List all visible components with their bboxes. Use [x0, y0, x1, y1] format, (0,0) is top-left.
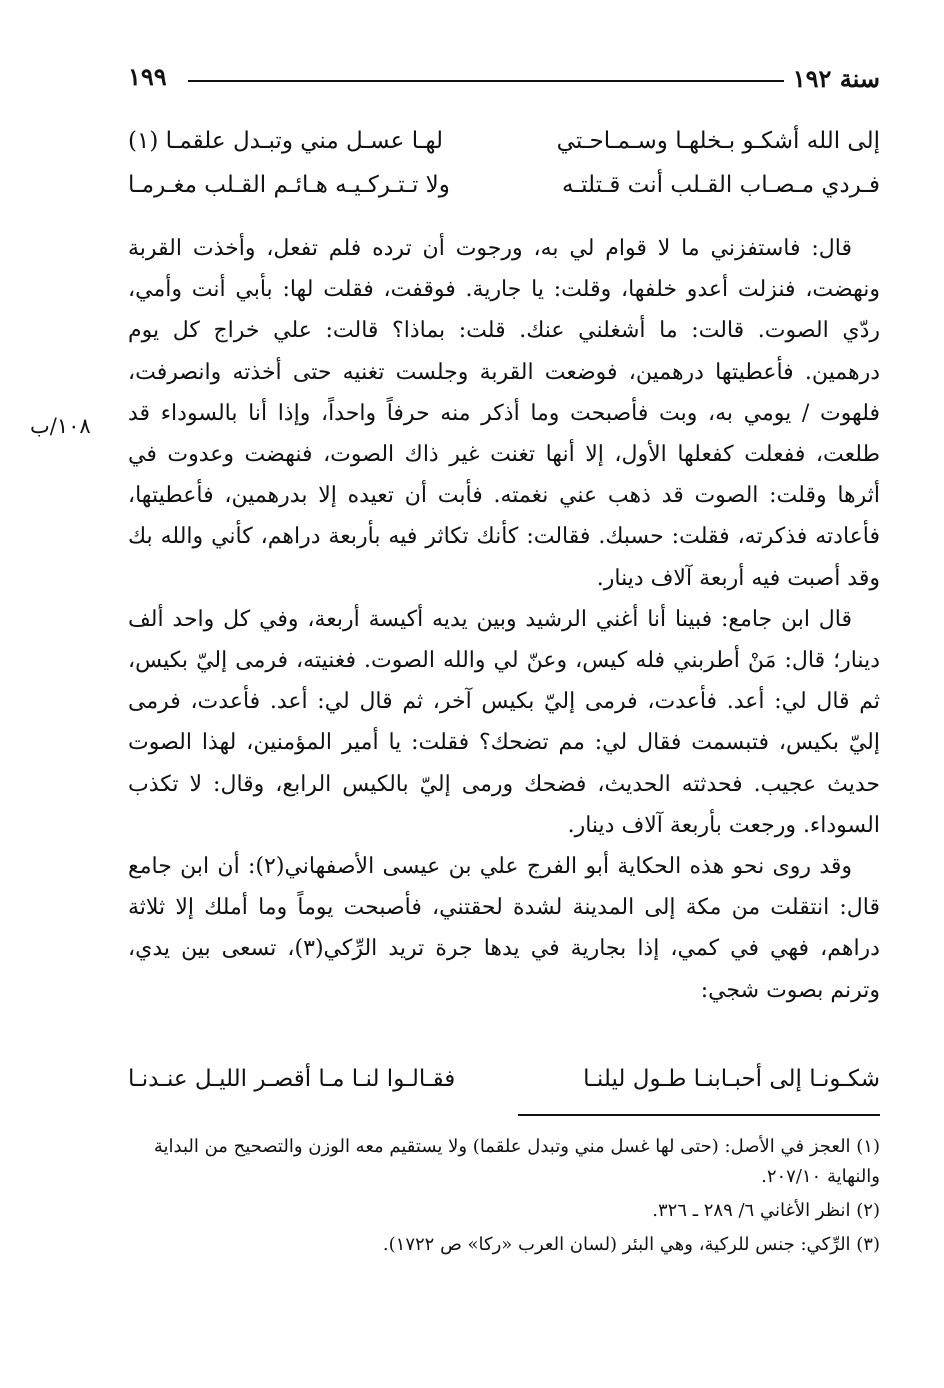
footnote: (١) العجز في الأصل: (حتى لها غسل مني وتبدل علقما) ولا يستقيم معه الوزن والتصحيح من البداية والنهاية ٢٠٧/١٠. [153, 1136, 880, 1187]
footnote: (٢) انظر الأغاني ٦/ ٢٨٩ ـ ٣٢٦. [652, 1200, 880, 1221]
header-rule [188, 80, 784, 82]
footnotes [128, 1132, 880, 1264]
body-text [128, 228, 880, 1011]
verse-hemistich-second: ولا تـتـركـيـه هـائـم القـلب مغـرمـا [128, 172, 450, 198]
verse-hemistich-second: فقـالـوا لنـا مـا أقصـر الليـل عنـدنـا [128, 1066, 456, 1092]
paragraph: قال: فاستفزني ما لا قوام لي به، ورجوت أن ترده فلم تفعل، وأخذت القربة ونهضت، فنزلت أعدو خلفها، وقلت: يا جارية. فوقفت، فقلت لها: بأبي أنت وأمي، ردّي الصوت. قالت: ما أشغلني عنك. قلت: بماذا؟ قالت: علي خراج كل يوم درهمين. فأعطيتها درهمين، فوضعت القربة وجلست تغنيه حتى أخذته وانصرفت، فلهوت / يومي به، وبت فأصبحت وما أذكر منه حرفاً واحداً، وإذا أنا بالسوداء قد طلعت، ففعلت كفعلها الأول، إلا أنها تغنت غير ذاك الصوت، فنهضت وعدوت في أثرها وقلت: الصوت قد ذهب عني نغمته. فأبت أن تعيده إلا بدرهمين، فأعطيتها، فأعادته فذكرته، فقلت: حسبك. فقالت: كأنك تكاثر فيه بأربعة دراهم، كأني والله بك وقد أصبت فيه أربعة آلاف دينار. [128, 236, 880, 591]
footnote: (٣) الرِّكي: جنس للركية، وهي البئر (لسان العرب «ركا» ص ١٧٢٢). [382, 1234, 880, 1255]
page-header [128, 60, 880, 96]
paragraph: وقد روى نحو هذه الحكاية أبو الفرج علي بن عيسى الأصفهاني(٢): أن ابن جامع قال: انتقلت من مكة إلى المدينة لشدة لحقتني، فأصبحت يوماً وما أملك إلا ثلاثة دراهم، فهي في كمي، إذا بجارية في يدها جرة تريد الرِّكي(٣)، تسعى بين يدي، وترنم بصوت شجي: [128, 854, 880, 1003]
verse-hemistich-first: شكـونـا إلى أحبـابنـا طـول ليلنـا [583, 1066, 880, 1092]
verse-hemistich-first: إلى الله أشكـو بـخلهـا وسـمـاحـتي [556, 128, 880, 154]
footnote-rule [518, 1114, 880, 1116]
paragraph: قال ابن جامع: فبينا أنا أغني الرشيد وبين يديه أكيسة أربعة، وفي كل واحد ألف دينار؛ قال: مَنْ أطربني فله كيس، وعنّ لي والله الصوت. فغنيته، فرمى إليّ بكيس، ثم قال لي: أعد. فأعدت، فرمى إليّ بكيس آخر، ثم قال لي: أعد. فأعدت، فرمى إليّ بكيس، فتبسمت فقال لي: مم تضحك؟ فقلت: يا أمير المؤمنين، لهذا الصوت حديث عجيب. فحدثته الحديث، فضحك ورمى إليّ بالكيس الرابع، وقال: لا تكذب السوداء. ورجعت بأربعة آلاف دينار. [128, 606, 880, 838]
running-title: سنة ١٩٢ [792, 64, 880, 93]
verse-hemistich-second: لهـا عسـل مني وتبـدل علقمـا (١) [128, 128, 444, 154]
verse-hemistich-first: فـردي مـصـاب القـلب أنت قـتلتـه [562, 172, 880, 198]
page-number: ١٩٩ [128, 62, 167, 91]
margin-folio-note: ١٠٨/ب [30, 414, 91, 438]
